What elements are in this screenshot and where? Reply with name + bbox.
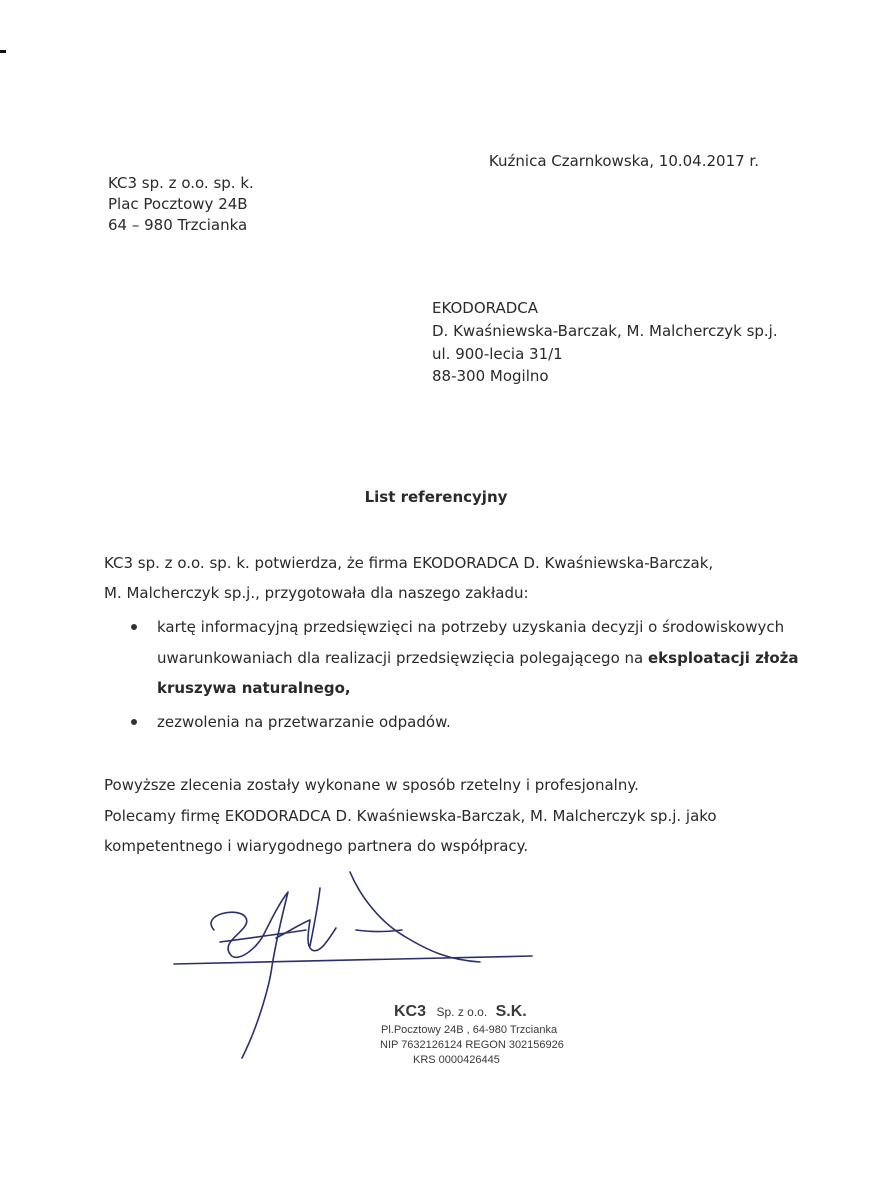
signature-stroke bbox=[211, 912, 264, 957]
stamp-registration: NIP 7632126124 REGON 302156926 bbox=[380, 1039, 564, 1051]
sender-line: KC3 sp. z o.o. sp. k. bbox=[108, 174, 254, 192]
signature-stroke bbox=[174, 956, 532, 964]
recipient-line: EKODORADCA bbox=[432, 299, 539, 317]
bullet-line: kartę informacyjną przedsięwzięci na potrzeby uzyskania decyzji o środowiskowych bbox=[157, 618, 785, 636]
sender-line: Plac Pocztowy 24B bbox=[108, 195, 248, 213]
signature-stroke bbox=[242, 892, 288, 1058]
company-stamp-line bbox=[394, 1003, 527, 1021]
signature-stroke bbox=[310, 888, 320, 946]
signature-stroke bbox=[350, 872, 480, 962]
bullet-line: zezwolenia na przetwarzanie odpadów. bbox=[157, 713, 451, 731]
signature-stroke bbox=[220, 930, 306, 942]
signature-stroke bbox=[276, 920, 336, 951]
stamp-krs: KRS 0000426445 bbox=[413, 1054, 500, 1066]
bullet-text-normal: uwarunkowaniach dla realizacji przedsięwzięcia polegającego na bbox=[157, 649, 648, 667]
body-line: Powyższe zlecenia zostały wykonane w sposób rzetelny i profesjonalny. bbox=[104, 776, 639, 794]
letter-title: List referencyjny bbox=[364, 488, 508, 506]
bullet-dot bbox=[131, 624, 137, 630]
body-line: KC3 sp. z o.o. sp. k. potwierdza, że firma EKODORADCA D. Kwaśniewska-Barczak, bbox=[104, 554, 714, 572]
recipient-line: ul. 900-lecia 31/1 bbox=[432, 345, 563, 363]
stamp-company-suffix: S.K. bbox=[495, 1003, 527, 1020]
body-line: Polecamy firmę EKODORADCA D. Kwaśniewska-Barczak, M. Malcherczyk sp.j. jako bbox=[104, 807, 717, 825]
stamp-company-form: Sp. z o.o. bbox=[436, 1005, 488, 1019]
sender-line: 64 – 980 Trzcianka bbox=[108, 216, 248, 234]
place-date: Kuźnica Czarnkowska, 10.04.2017 r. bbox=[488, 152, 759, 170]
bullet-line bbox=[157, 648, 799, 668]
stamp-company-name: KC3 bbox=[394, 1003, 427, 1020]
recipient-line: D. Kwaśniewska-Barczak, M. Malcherczyk sp.j. bbox=[432, 322, 778, 340]
recipient-line: 88-300 Mogilno bbox=[432, 367, 549, 385]
bullet-dot bbox=[131, 719, 137, 725]
body-line: M. Malcherczyk sp.j., przygotowała dla naszego zakładu: bbox=[104, 584, 529, 602]
bullet-line: kruszywa naturalnego, bbox=[157, 679, 351, 697]
bullet-text-bold: eksploatacji złoża bbox=[648, 649, 799, 667]
signature-stroke bbox=[356, 930, 402, 932]
scan-edge-mark bbox=[0, 50, 6, 53]
body-line: kompetentnego i wiarygodnego partnera do współpracy. bbox=[104, 837, 529, 855]
stamp-address: Pl.Pocztowy 24B , 64-980 Trzcianka bbox=[381, 1024, 558, 1036]
